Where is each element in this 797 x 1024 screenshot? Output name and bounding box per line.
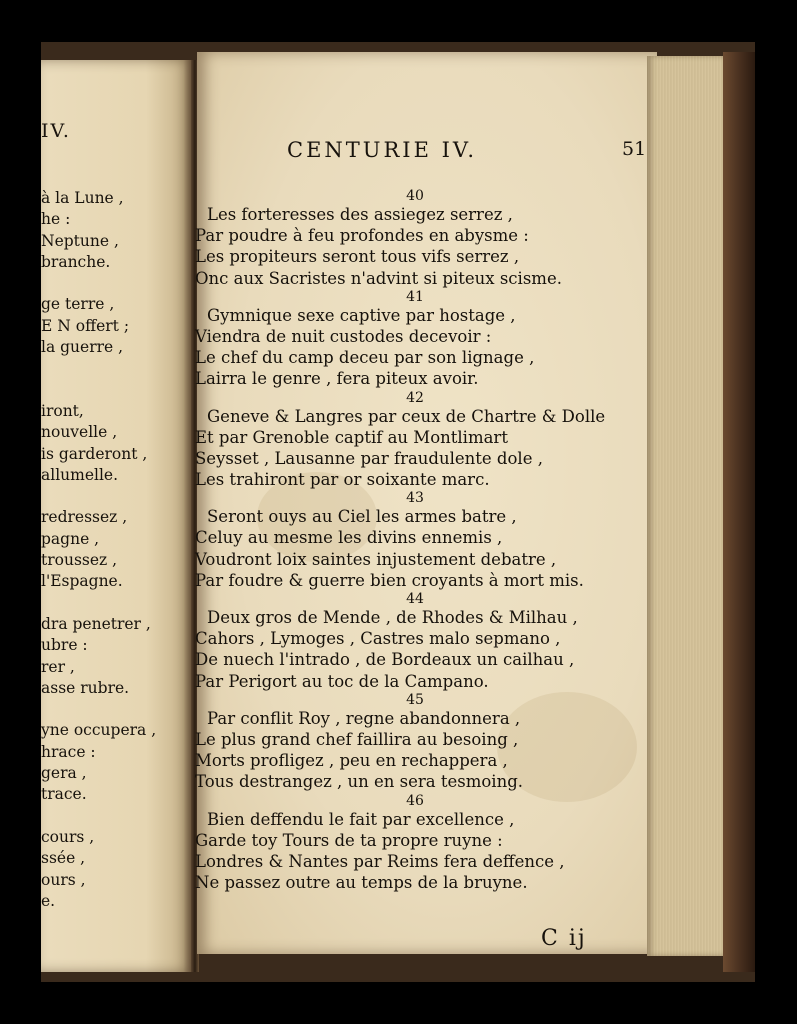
verse-line: De nuech l'intrado , de Bordeaux un cailhau , [195, 650, 575, 670]
left-line: dra penetrer , [41, 614, 151, 633]
book-cover-edge [723, 52, 755, 972]
verse-line: Lairra le genre , fera piteux avoir. [195, 369, 479, 389]
left-line: allumelle. [41, 465, 119, 484]
verse-line: Par conflit Roy , regne abandonnera , [207, 708, 521, 728]
signature-mark: C ij [541, 926, 587, 951]
verse-line: Par Perigort au toc de la Campano. [195, 671, 489, 691]
verse-line: Londres & Nantes par Reims fera deffence , [195, 851, 565, 871]
quatrain [195, 490, 665, 591]
quatrain-list [195, 188, 665, 893]
verse-line: Cahors , Lymoges , Castres malo sepmano , [195, 629, 561, 649]
verse-line: Les forteresses des assiegez serrez , [207, 205, 513, 224]
left-line: he : [41, 210, 71, 229]
left-line: asse rubre. [41, 678, 130, 697]
left-line [41, 486, 156, 507]
quatrain-number: 43 [406, 490, 424, 507]
left-line: ubre : [41, 636, 88, 655]
left-line: trace. [41, 785, 87, 804]
verse-line: Le plus grand chef faillira au besoing , [195, 729, 519, 749]
verse-line: Morts profligez , peu en rechappera , [195, 751, 508, 771]
verse-line: Onc aux Sacristes n'advint si piteux scisme. [195, 268, 562, 288]
left-line: l'Espagne. [41, 572, 123, 591]
left-line [41, 358, 156, 379]
page-number: 51 [622, 138, 647, 160]
left-line: Neptune , [41, 231, 119, 250]
verse-line: Et par Grenoble captif au Montlimart [195, 427, 508, 447]
quatrain-number: 44 [406, 591, 424, 607]
left-line: troussez , [41, 551, 118, 570]
left-line: hrace : [41, 742, 96, 761]
running-header: CENTURIE IV. [287, 138, 478, 162]
book-spread [41, 42, 755, 982]
left-line: iront, [41, 401, 84, 420]
left-line: redressez , [41, 508, 128, 527]
verse-line: Les trahiront par or soixante marc. [195, 470, 490, 490]
left-line [41, 806, 156, 827]
left-page-text [41, 188, 156, 912]
left-line: e. [41, 891, 56, 910]
quatrain-number: 45 [406, 691, 424, 708]
quatrain-number: 40 [406, 188, 424, 204]
quatrain [195, 289, 665, 390]
quatrain [195, 793, 665, 894]
verse-line: Bien deffendu le fait par excellence , [207, 809, 515, 829]
left-line: rer , [41, 657, 75, 676]
left-line: branche. [41, 252, 111, 271]
quatrain-number: 42 [406, 389, 424, 406]
quatrain [195, 390, 665, 491]
left-line: gera , [41, 764, 87, 783]
verse-line: Par foudre & guerre bien croyants à mort mis. [195, 570, 584, 590]
quatrain [195, 188, 665, 289]
left-line: is garderont , [41, 444, 148, 463]
verse-line: Viendra de nuit custodes decevoir : [195, 326, 492, 346]
verse-line: Seysset , Lausanne par fraudulente dole , [195, 448, 543, 468]
left-line: cours , [41, 827, 95, 846]
verse-line: Celuy au mesme les divins ennemis , [195, 528, 503, 548]
left-line: pagne , [41, 529, 100, 548]
verse-line: Gymnique sexe captive par hostage , [207, 305, 516, 325]
verse-line: Le chef du camp deceu par son lignage , [195, 348, 535, 368]
verse-line: Garde toy Tours de ta propre ruyne : [195, 830, 503, 850]
left-line: la guerre , [41, 338, 124, 357]
verse-line: Par poudre à feu profondes en abysme : [195, 226, 529, 246]
left-line [41, 273, 156, 294]
left-line: ours , [41, 870, 86, 889]
verse-line: Ne passez outre au temps de la bruyne. [195, 873, 528, 893]
left-page-header: IV. [41, 120, 71, 142]
verse-line: Geneve & Langres par ceux de Chartre & Dolle [207, 406, 606, 426]
verse-line: Voudront loix saintes injustement debatre , [195, 549, 557, 569]
left-line [41, 699, 156, 720]
left-line [41, 380, 156, 401]
quatrain-number: 46 [406, 792, 424, 809]
left-line: yne occupera , [41, 721, 157, 740]
left-line: ssée , [41, 849, 86, 868]
left-page [41, 60, 191, 972]
left-line [41, 593, 156, 614]
verse-line: Seront ouys au Ciel les armes batre , [207, 507, 517, 527]
left-line: nouvelle , [41, 423, 118, 442]
quatrain-number: 41 [406, 288, 424, 305]
left-line: ge terre , [41, 295, 115, 314]
verse-line: Deux gros de Mende , de Rhodes & Milhau , [207, 608, 578, 627]
quatrain [195, 692, 665, 793]
left-line: à la Lune , [41, 189, 124, 207]
verse-line: Les propiteurs seront tous vifs serrez , [195, 247, 520, 267]
quatrain [195, 591, 665, 692]
left-line: E N offert ; [41, 316, 130, 335]
verse-line: Tous destrangez , un en sera tesmoing. [195, 772, 524, 792]
